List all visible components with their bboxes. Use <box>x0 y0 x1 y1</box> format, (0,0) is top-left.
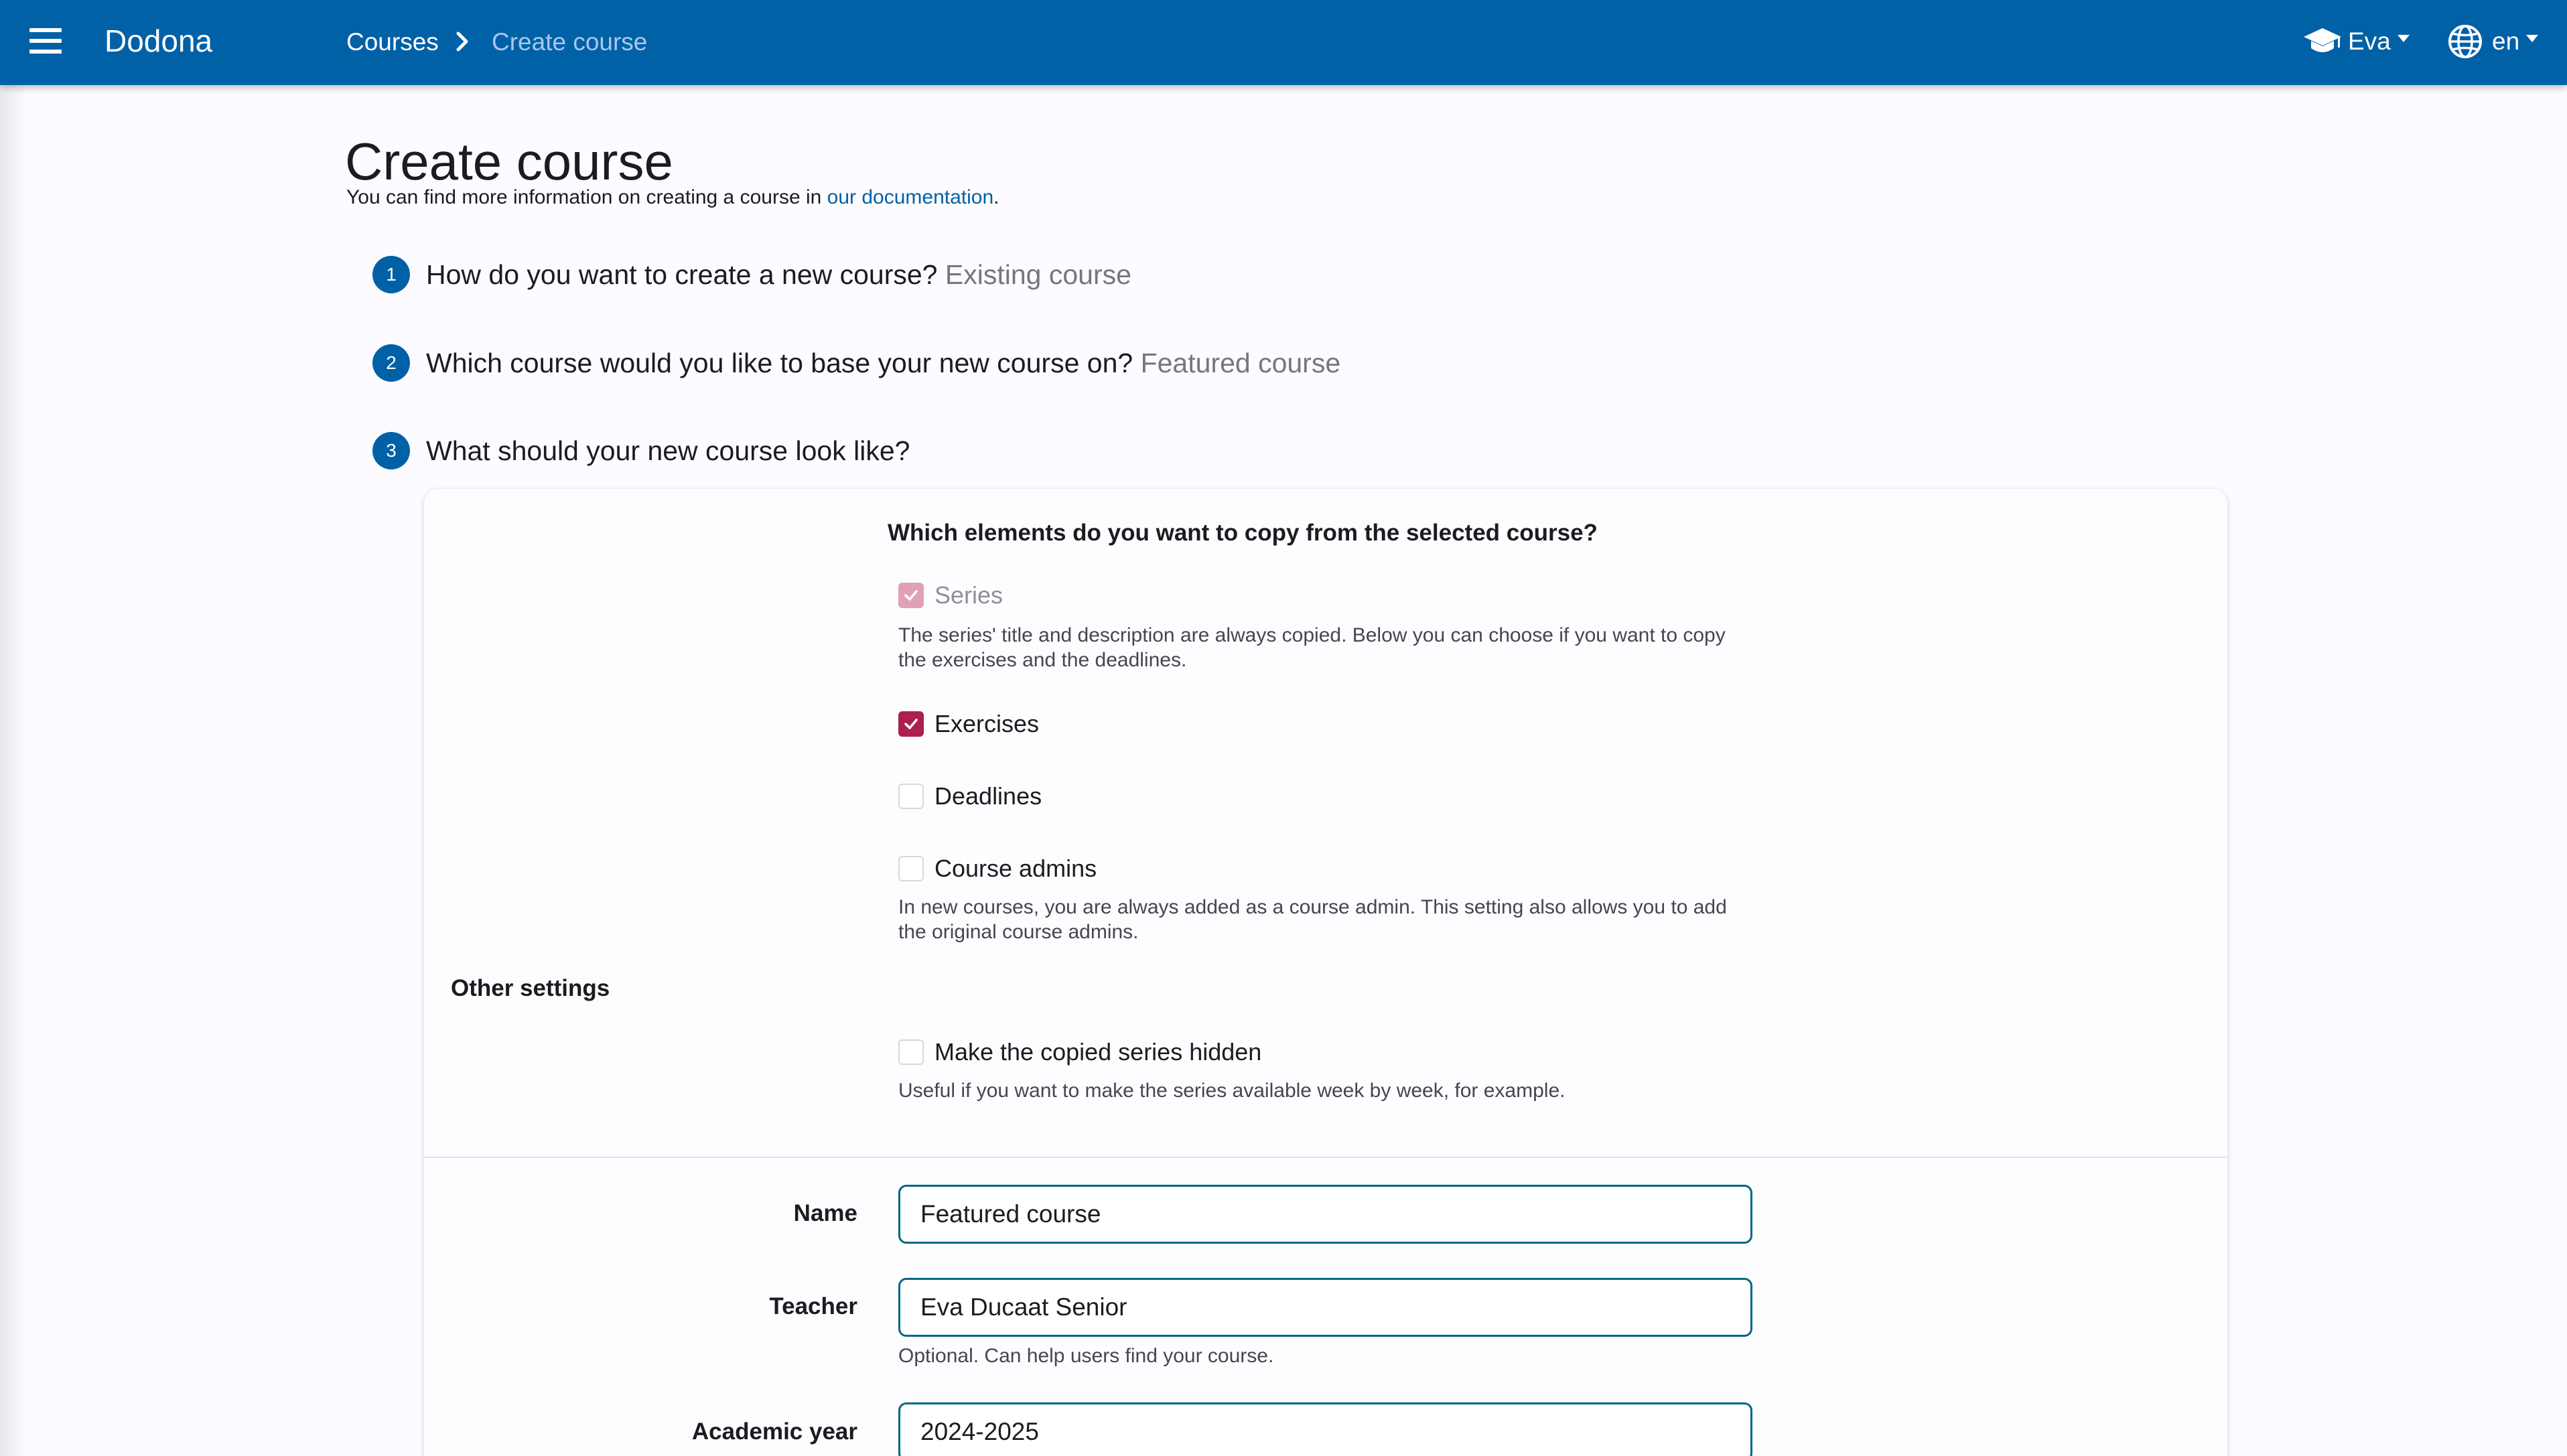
step-question-text: How do you want to create a new course? <box>426 259 938 290</box>
user-name: Eva <box>2348 27 2391 55</box>
documentation-link[interactable]: our documentation <box>827 186 994 208</box>
series-checkbox-row <box>898 581 1003 609</box>
exercises-checkbox-row[interactable] <box>898 710 1039 738</box>
chevron-right-icon <box>453 28 473 55</box>
teacher-help: Optional. Can help users find your course. <box>898 1345 1274 1367</box>
page-subtitle <box>346 186 999 209</box>
step-number: 3 <box>372 432 410 469</box>
course-admins-help: In new courses, you are always added as a course admin. This setting also allows you to add the original course admins. <box>898 896 1727 943</box>
teacher-label: Teacher <box>769 1293 857 1319</box>
subtitle-end: . <box>993 186 999 208</box>
step-question-text: Which course would you like to base your new course on? <box>426 347 1133 378</box>
academic-year-label: Academic year <box>691 1418 857 1445</box>
deadlines-label[interactable]: Deadlines <box>934 782 1042 810</box>
teacher-input[interactable]: Eva Ducaat Senior <box>898 1278 1752 1337</box>
exercises-checkbox[interactable] <box>898 711 924 737</box>
name-input[interactable]: Featured course <box>898 1185 1752 1244</box>
deadlines-checkbox[interactable] <box>898 784 924 809</box>
step-question-text: What should your new course look like? <box>426 435 910 466</box>
page-title: Create course <box>345 132 673 191</box>
copy-elements-heading: Which elements do you want to copy from the selected course? <box>888 520 1598 546</box>
course-admins-checkbox[interactable] <box>898 856 924 881</box>
graduation-cap-icon <box>2302 24 2343 59</box>
card-divider <box>424 1157 2227 1158</box>
check-icon <box>902 587 920 604</box>
drawer-shadow <box>0 85 27 1456</box>
series-help: The series' title and description are always copied. Below you can choose if you want to copy the exercises and the deadlines. <box>898 624 1726 671</box>
step-answer: Existing course <box>945 259 1131 290</box>
course-admins-label[interactable]: Course admins <box>934 855 1097 882</box>
step-question <box>426 348 1340 379</box>
step-3[interactable] <box>372 432 910 469</box>
top-app-bar <box>0 0 2567 85</box>
step-question <box>426 259 1131 291</box>
deadlines-checkbox-row[interactable] <box>898 782 1042 810</box>
check-icon <box>902 715 920 733</box>
course-admins-checkbox-row[interactable] <box>898 855 1097 883</box>
hidden-series-help: Useful if you want to make the series available week by week, for example. <box>898 1080 1566 1102</box>
step-number: 1 <box>372 256 410 293</box>
hidden-series-label[interactable]: Make the copied series hidden <box>934 1038 1262 1066</box>
name-label: Name <box>793 1200 857 1226</box>
language-menu[interactable] <box>2446 21 2538 62</box>
language-code: en <box>2492 27 2520 55</box>
breadcrumb-current: Create course <box>492 28 648 56</box>
academic-year-input[interactable]: 2024-2025 <box>898 1402 1752 1456</box>
step-1[interactable] <box>372 256 1131 293</box>
caret-down-icon <box>2526 35 2538 42</box>
breadcrumb-courses[interactable]: Courses <box>346 28 439 56</box>
caret-down-icon <box>2398 35 2410 42</box>
step-2[interactable] <box>372 344 1340 382</box>
other-settings-heading: Other settings <box>451 975 610 1001</box>
user-menu[interactable] <box>2302 21 2410 62</box>
globe-icon <box>2446 23 2484 60</box>
subtitle-text: You can find more information on creating a course in <box>346 186 827 208</box>
series-checkbox <box>898 583 924 608</box>
menu-icon[interactable] <box>29 28 63 55</box>
brand-logo[interactable]: Dodona <box>105 23 213 58</box>
series-label: Series <box>934 581 1003 609</box>
hidden-series-checkbox-row[interactable] <box>898 1038 1261 1066</box>
step-number: 2 <box>372 344 410 382</box>
exercises-label[interactable]: Exercises <box>934 710 1040 737</box>
step-question <box>426 435 910 467</box>
step-answer: Featured course <box>1140 347 1341 378</box>
hidden-series-checkbox[interactable] <box>898 1039 924 1065</box>
